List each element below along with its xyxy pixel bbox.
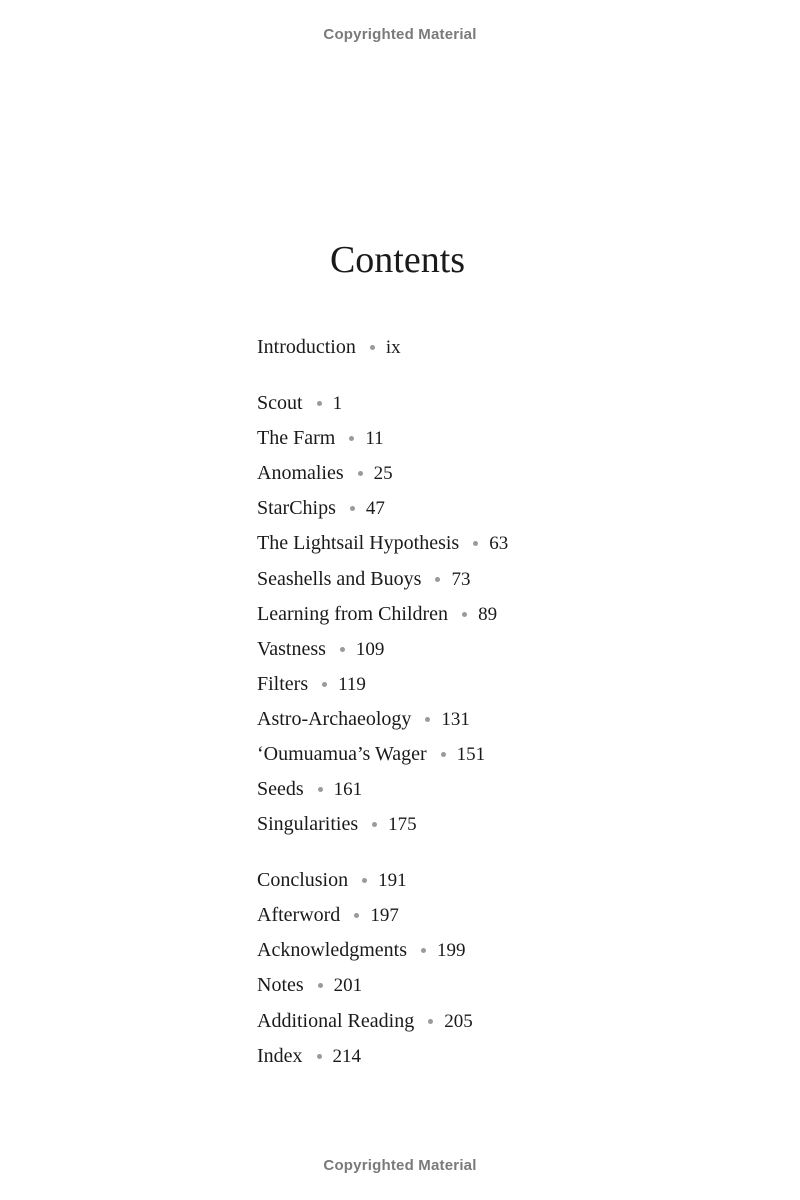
toc-entry-page: 214	[332, 1046, 362, 1067]
toc-entry-label: Afterword	[257, 904, 341, 926]
bullet-separator-icon	[362, 878, 367, 883]
toc-entry-page: 89	[478, 604, 498, 625]
bullet-separator-icon	[372, 822, 377, 827]
toc-entry-page: 109	[355, 639, 385, 660]
bullet-separator-icon	[421, 948, 426, 953]
toc-entry-label: The Farm	[257, 427, 336, 449]
bullet-separator-icon	[358, 471, 363, 476]
bullet-separator-icon	[370, 345, 375, 350]
page-title: Contents	[329, 239, 466, 281]
bullet-separator-icon	[354, 913, 359, 918]
toc-entry-page: ix	[385, 337, 401, 358]
bullet-separator-icon	[425, 717, 430, 722]
toc-entry-label: StarChips	[257, 497, 336, 519]
toc-entry-label: ‘Oumuamua’s Wager	[257, 743, 427, 765]
toc-entry-label: Acknowledgments	[257, 939, 407, 961]
toc-entry-page: 1	[332, 393, 343, 414]
toc-entry-label: Introduction	[257, 336, 356, 358]
toc-entry-page: 199	[436, 940, 466, 961]
toc-entry-label: The Lightsail Hypothesis	[257, 532, 460, 554]
toc-entry-page: 25	[373, 463, 393, 484]
bullet-separator-icon	[340, 647, 345, 652]
toc-entry-label: Astro-Archaeology	[257, 708, 412, 730]
bullet-separator-icon	[317, 1054, 322, 1059]
bullet-separator-icon	[317, 401, 322, 406]
toc-entry-page: 131	[441, 709, 470, 730]
toc-entry-page: 161	[333, 779, 363, 800]
bullet-separator-icon	[322, 682, 327, 687]
toc-entry-label: Singularities	[257, 813, 359, 835]
toc-entry-label: Anomalies	[257, 462, 344, 484]
toc-entry-page: 205	[444, 1011, 473, 1032]
toc-entry-label: Index	[257, 1045, 303, 1067]
toc-entry-label: Vastness	[257, 638, 326, 660]
toc-entry-page: 175	[388, 814, 417, 835]
toc-entry-page: 11	[365, 428, 384, 449]
toc-entry-page: 151	[456, 744, 486, 765]
toc-entry-page: 47	[365, 498, 385, 519]
toc-entry-label: Conclusion	[257, 869, 349, 891]
toc-entry-label: Notes	[257, 974, 304, 996]
toc-entry-page: 73	[451, 569, 471, 590]
toc-entry-label: Seeds	[257, 778, 304, 800]
watermark-bottom: Copyrighted Material	[323, 1157, 477, 1174]
bullet-separator-icon	[441, 752, 446, 757]
bullet-separator-icon	[318, 787, 323, 792]
toc-entry-label: Scout	[257, 392, 303, 414]
toc-entry-page: 119	[338, 674, 366, 695]
toc-entry-label: Filters	[257, 673, 309, 695]
bullet-separator-icon	[462, 612, 467, 617]
bullet-separator-icon	[318, 983, 323, 988]
toc-entry-page: 191	[378, 870, 407, 891]
toc-entry-label: Learning from Children	[257, 603, 449, 625]
toc-entry-page: 197	[370, 905, 399, 926]
toc-entry-label: Seashells and Buoys	[257, 568, 422, 590]
toc-entry-page: 201	[333, 975, 363, 996]
bullet-separator-icon	[350, 506, 355, 511]
watermark-top: Copyrighted Material	[323, 26, 477, 43]
toc-entry-page: 63	[489, 533, 509, 554]
toc-entry-label: Additional Reading	[257, 1010, 415, 1032]
bullet-separator-icon	[349, 436, 354, 441]
bullet-separator-icon	[473, 541, 478, 546]
bullet-separator-icon	[428, 1019, 433, 1024]
bullet-separator-icon	[435, 577, 440, 582]
